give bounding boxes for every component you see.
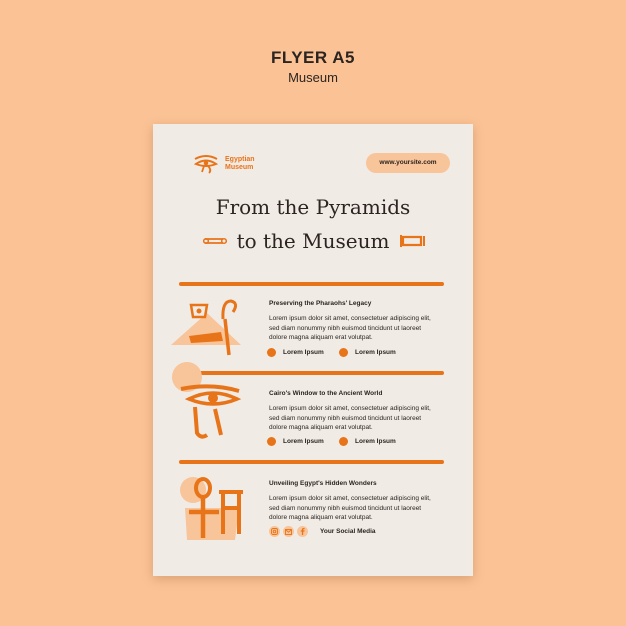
section-2-body: Lorem ipsum dolor sit amet, consectetuer adipiscing elit, sed diam nonummy nibh euismod tincidunt ut laoreet dolore magna aliquam erat volutpat.: [269, 405, 431, 431]
social-media: [269, 526, 376, 537]
page-subtitle: Museum: [288, 70, 338, 85]
section-2-title: Cairo's Window to the Ancient World: [269, 390, 383, 397]
bullet-label: Lorem Ipsum: [355, 438, 396, 445]
divider: [179, 460, 444, 464]
section-1-bullet-2: [339, 348, 396, 357]
hieroglyph-ornament-right-icon: [400, 233, 426, 249]
eye-of-horus-icon: [193, 154, 219, 174]
section-1-bullet-1: [267, 348, 324, 357]
logo: [193, 153, 255, 175]
headline-line2: to the Museum: [236, 229, 390, 253]
bullet-dot: [267, 437, 276, 446]
bullet-dot: [267, 348, 276, 357]
eye-of-horus-icon: [171, 361, 251, 445]
section-3-body: Lorem ipsum dolor sit amet, consectetuer adipiscing elit, sed diam nonummy nibh euismod tincidunt ut laoreet dolore magna aliquam erat volutpat.: [269, 495, 431, 521]
flyer: [153, 124, 473, 576]
page-title: FLYER A5: [271, 48, 355, 67]
email-icon[interactable]: [283, 526, 294, 537]
section-2-bullet-2: [339, 437, 396, 446]
bullet-label: Lorem Ipsum: [283, 349, 324, 356]
instagram-icon[interactable]: [269, 526, 280, 537]
section-1-title: Preserving the Pharaohs' Legacy: [269, 300, 372, 307]
social-media-label: Your Social Media: [320, 528, 376, 535]
section-2-bullet-1: [267, 437, 324, 446]
crook-and-pyramid-icon: [169, 295, 251, 357]
section-1-body: Lorem ipsum dolor sit amet, consectetuer adipiscing elit, sed diam nonummy nibh euismod tincidunt ut laoreet dolore magna aliquam erat volutpat.: [269, 315, 431, 341]
logo-line1: Egyptian: [225, 156, 255, 163]
website-link[interactable]: www.yoursite.com: [366, 153, 450, 173]
logo-line2: Museum: [225, 164, 254, 171]
bullet-label: Lorem Ipsum: [355, 349, 396, 356]
facebook-icon[interactable]: [297, 526, 308, 537]
bullet-dot: [339, 348, 348, 357]
section-3-title: Unveiling Egypt's Hidden Wonders: [269, 480, 377, 487]
headline-line1: From the Pyramids: [215, 195, 411, 219]
bullet-dot: [339, 437, 348, 446]
divider: [179, 282, 444, 286]
hieroglyph-ornament-left-icon: [203, 235, 227, 247]
bullet-label: Lorem Ipsum: [283, 438, 324, 445]
ankh-vessel-icon: [179, 474, 251, 550]
